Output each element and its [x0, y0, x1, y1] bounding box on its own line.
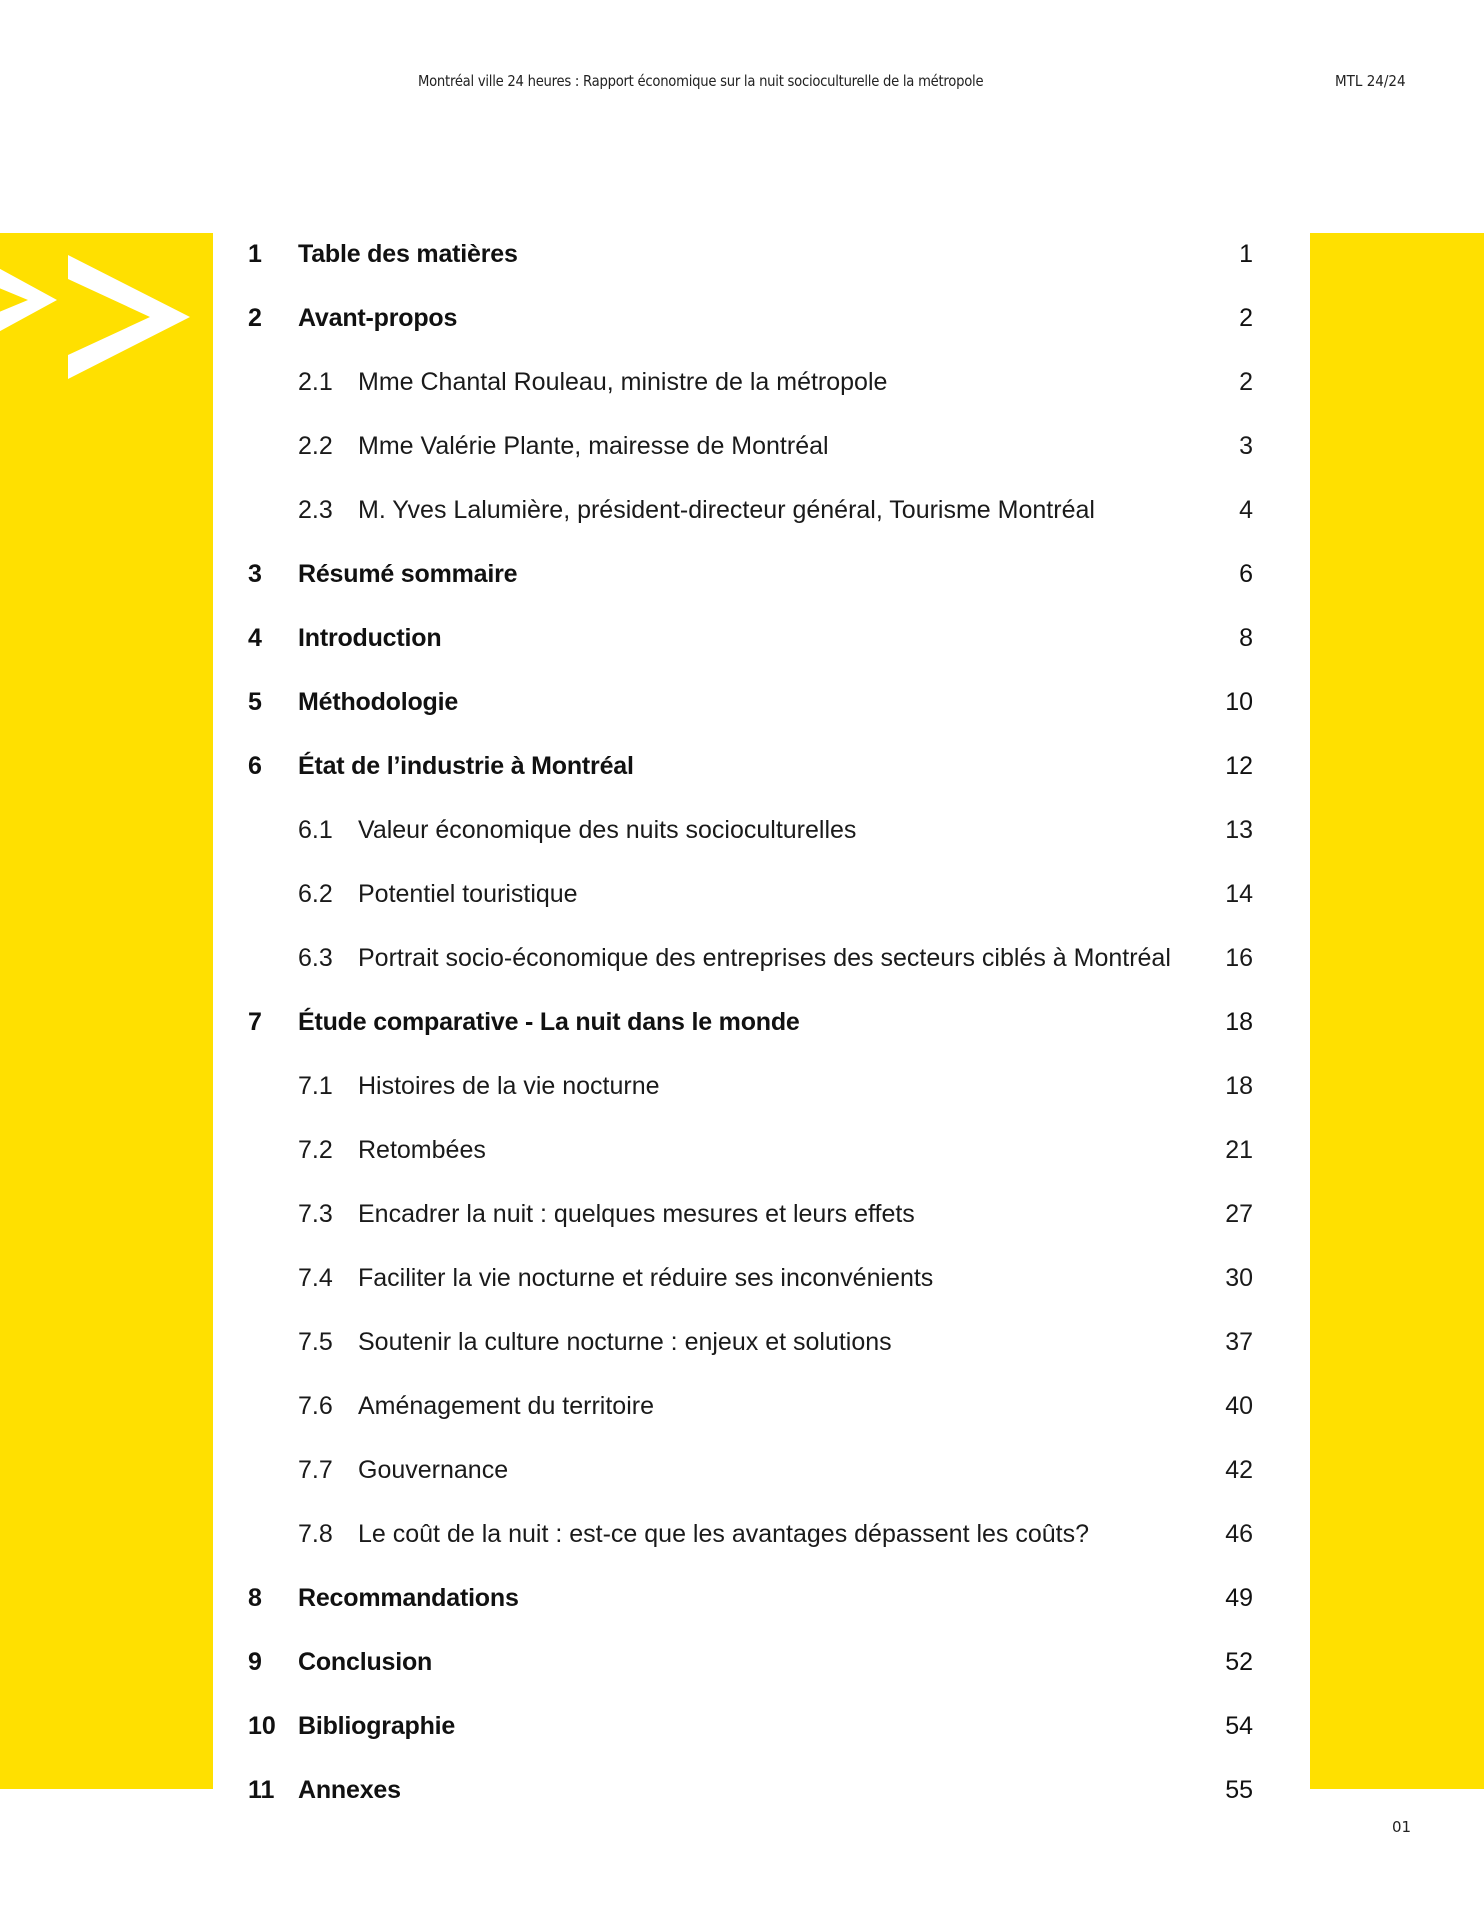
toc-entry-number: 7.1	[298, 1071, 333, 1100]
toc-entry-label[interactable]: Bibliographie	[298, 1711, 456, 1740]
toc-entry-label[interactable]: Retombées	[358, 1135, 486, 1164]
toc-entry-number: 6.1	[298, 815, 333, 844]
toc-entry-section[interactable]	[248, 670, 1253, 734]
toc-entry-page[interactable]: 55	[1225, 1775, 1253, 1804]
toc-entry-label[interactable]: M. Yves Lalumière, président-directeur général, Tourisme Montréal	[358, 495, 1095, 524]
toc-entry-subsection[interactable]	[248, 1182, 1253, 1246]
toc-entry-subsection[interactable]	[248, 1502, 1253, 1566]
toc-entry-page[interactable]: 30	[1225, 1263, 1253, 1292]
toc-entry-subsection[interactable]	[248, 1118, 1253, 1182]
toc-entry-number: 2	[248, 303, 262, 332]
toc-entry-number: 7.7	[298, 1455, 333, 1484]
toc-entry-page[interactable]: 21	[1225, 1135, 1253, 1164]
table-of-contents	[248, 222, 1253, 1822]
toc-entry-number: 1	[248, 239, 262, 268]
toc-entry-subsection[interactable]	[248, 1438, 1253, 1502]
double-chevron-right-icon	[0, 233, 213, 393]
toc-entry-number: 7.2	[298, 1135, 333, 1164]
toc-entry-subsection[interactable]	[248, 862, 1253, 926]
toc-entry-page[interactable]: 27	[1225, 1199, 1253, 1228]
toc-entry-page[interactable]: 13	[1225, 815, 1253, 844]
toc-entry-page[interactable]: 10	[1225, 687, 1253, 716]
toc-entry-label[interactable]: Mme Chantal Rouleau, ministre de la métropole	[358, 367, 888, 396]
toc-entry-label[interactable]: Le coût de la nuit : est-ce que les avantages dépassent les coûts?	[358, 1519, 1090, 1548]
toc-entry-label[interactable]: Annexes	[298, 1775, 401, 1804]
toc-entry-label[interactable]: Introduction	[298, 623, 442, 652]
toc-entry-section[interactable]	[248, 990, 1253, 1054]
toc-entry-subsection[interactable]	[248, 1054, 1253, 1118]
toc-entry-subsection[interactable]	[248, 798, 1253, 862]
toc-entry-section[interactable]	[248, 1758, 1253, 1822]
toc-entry-page[interactable]: 46	[1225, 1519, 1253, 1548]
toc-entry-section[interactable]	[248, 222, 1253, 286]
toc-entry-label[interactable]: Faciliter la vie nocturne et réduire ses inconvénients	[358, 1263, 934, 1292]
toc-entry-label[interactable]: Portrait socio-économique des entreprises des secteurs ciblés à Montréal	[358, 943, 1171, 972]
toc-entry-page[interactable]: 2	[1239, 367, 1253, 396]
toc-entry-label[interactable]: Méthodologie	[298, 687, 459, 716]
toc-entry-page[interactable]: 14	[1225, 879, 1253, 908]
toc-entry-number: 7.8	[298, 1519, 333, 1548]
toc-entry-label[interactable]: Mme Valérie Plante, mairesse de Montréal	[358, 431, 829, 460]
toc-entry-label[interactable]: Conclusion	[298, 1647, 433, 1676]
toc-entry-label[interactable]: Soutenir la culture nocturne : enjeux et solutions	[358, 1327, 892, 1356]
toc-entry-section[interactable]	[248, 1566, 1253, 1630]
toc-entry-page[interactable]: 40	[1225, 1391, 1253, 1420]
toc-entry-label[interactable]: Aménagement du territoire	[358, 1391, 654, 1420]
toc-entry-page[interactable]: 12	[1225, 751, 1253, 780]
toc-entry-section[interactable]	[248, 734, 1253, 798]
left-accent-bar	[0, 233, 213, 1789]
page-number: 01	[1392, 1818, 1412, 1836]
toc-entry-label[interactable]: Potentiel touristique	[358, 879, 578, 908]
toc-entry-page[interactable]: 4	[1239, 495, 1253, 524]
toc-entry-page[interactable]: 3	[1239, 431, 1253, 460]
toc-entry-page[interactable]: 8	[1239, 623, 1253, 652]
document-code: MTL 24/24	[1335, 72, 1406, 90]
toc-entry-number: 6	[248, 751, 262, 780]
toc-entry-number: 3	[248, 559, 262, 588]
toc-entry-number: 9	[248, 1647, 262, 1676]
toc-entry-page[interactable]: 18	[1225, 1007, 1253, 1036]
toc-entry-subsection[interactable]	[248, 1246, 1253, 1310]
toc-entry-label[interactable]: Recommandations	[298, 1583, 519, 1612]
toc-entry-label[interactable]: État de l’industrie à Montréal	[298, 751, 634, 780]
toc-entry-page[interactable]: 1	[1239, 239, 1253, 268]
toc-entry-page[interactable]: 37	[1225, 1327, 1253, 1356]
toc-entry-number: 6.3	[298, 943, 333, 972]
toc-entry-label[interactable]: Résumé sommaire	[298, 559, 518, 588]
toc-entry-number: 5	[248, 687, 262, 716]
chevron-left-part-icon	[0, 258, 57, 342]
toc-entry-page[interactable]: 42	[1225, 1455, 1253, 1484]
toc-entry-section[interactable]	[248, 606, 1253, 670]
right-accent-bar	[1310, 233, 1484, 1789]
toc-entry-label[interactable]: Table des matières	[298, 239, 518, 268]
toc-entry-label[interactable]: Étude comparative - La nuit dans le monde	[298, 1007, 800, 1036]
toc-entry-section[interactable]	[248, 542, 1253, 606]
toc-entry-page[interactable]: 2	[1239, 303, 1253, 332]
toc-entry-page[interactable]: 18	[1225, 1071, 1253, 1100]
toc-entry-section[interactable]	[248, 1630, 1253, 1694]
toc-entry-page[interactable]: 49	[1225, 1583, 1253, 1612]
toc-entry-label[interactable]: Valeur économique des nuits socioculturelles	[358, 815, 857, 844]
toc-entry-number: 2.1	[298, 367, 333, 396]
toc-entry-page[interactable]: 52	[1225, 1647, 1253, 1676]
toc-entry-subsection[interactable]	[248, 1310, 1253, 1374]
toc-entry-section[interactable]	[248, 1694, 1253, 1758]
toc-entry-subsection[interactable]	[248, 414, 1253, 478]
toc-entry-label[interactable]: Avant-propos	[298, 303, 458, 332]
toc-entry-subsection[interactable]	[248, 350, 1253, 414]
toc-entry-number: 8	[248, 1583, 262, 1612]
toc-entry-label[interactable]: Encadrer la nuit : quelques mesures et leurs effets	[358, 1199, 915, 1228]
toc-entry-subsection[interactable]	[248, 478, 1253, 542]
toc-entry-number: 2.2	[298, 431, 333, 460]
toc-entry-page[interactable]: 6	[1239, 559, 1253, 588]
toc-entry-number: 4	[248, 623, 262, 652]
toc-entry-label[interactable]: Histoires de la vie nocturne	[358, 1071, 660, 1100]
chevron-right-part-icon	[68, 255, 190, 379]
toc-entry-number: 7.3	[298, 1199, 333, 1228]
toc-entry-section[interactable]	[248, 286, 1253, 350]
toc-entry-number: 11	[248, 1775, 275, 1804]
toc-entry-number: 10	[248, 1711, 276, 1740]
toc-entry-page[interactable]: 54	[1225, 1711, 1253, 1740]
toc-entry-number: 7.6	[298, 1391, 333, 1420]
toc-entry-page[interactable]: 16	[1225, 943, 1253, 972]
toc-entry-subsection[interactable]	[248, 1374, 1253, 1438]
toc-entry-subsection[interactable]	[248, 926, 1253, 990]
toc-entry-number: 7.4	[298, 1263, 333, 1292]
toc-entry-number: 7.5	[298, 1327, 333, 1356]
toc-entry-number: 7	[248, 1007, 262, 1036]
toc-entry-label[interactable]: Gouvernance	[358, 1455, 509, 1484]
document-title: Montréal ville 24 heures : Rapport économique sur la nuit socioculturelle de la métropole	[418, 72, 984, 90]
toc-entry-number: 6.2	[298, 879, 333, 908]
toc-entry-number: 2.3	[298, 495, 333, 524]
